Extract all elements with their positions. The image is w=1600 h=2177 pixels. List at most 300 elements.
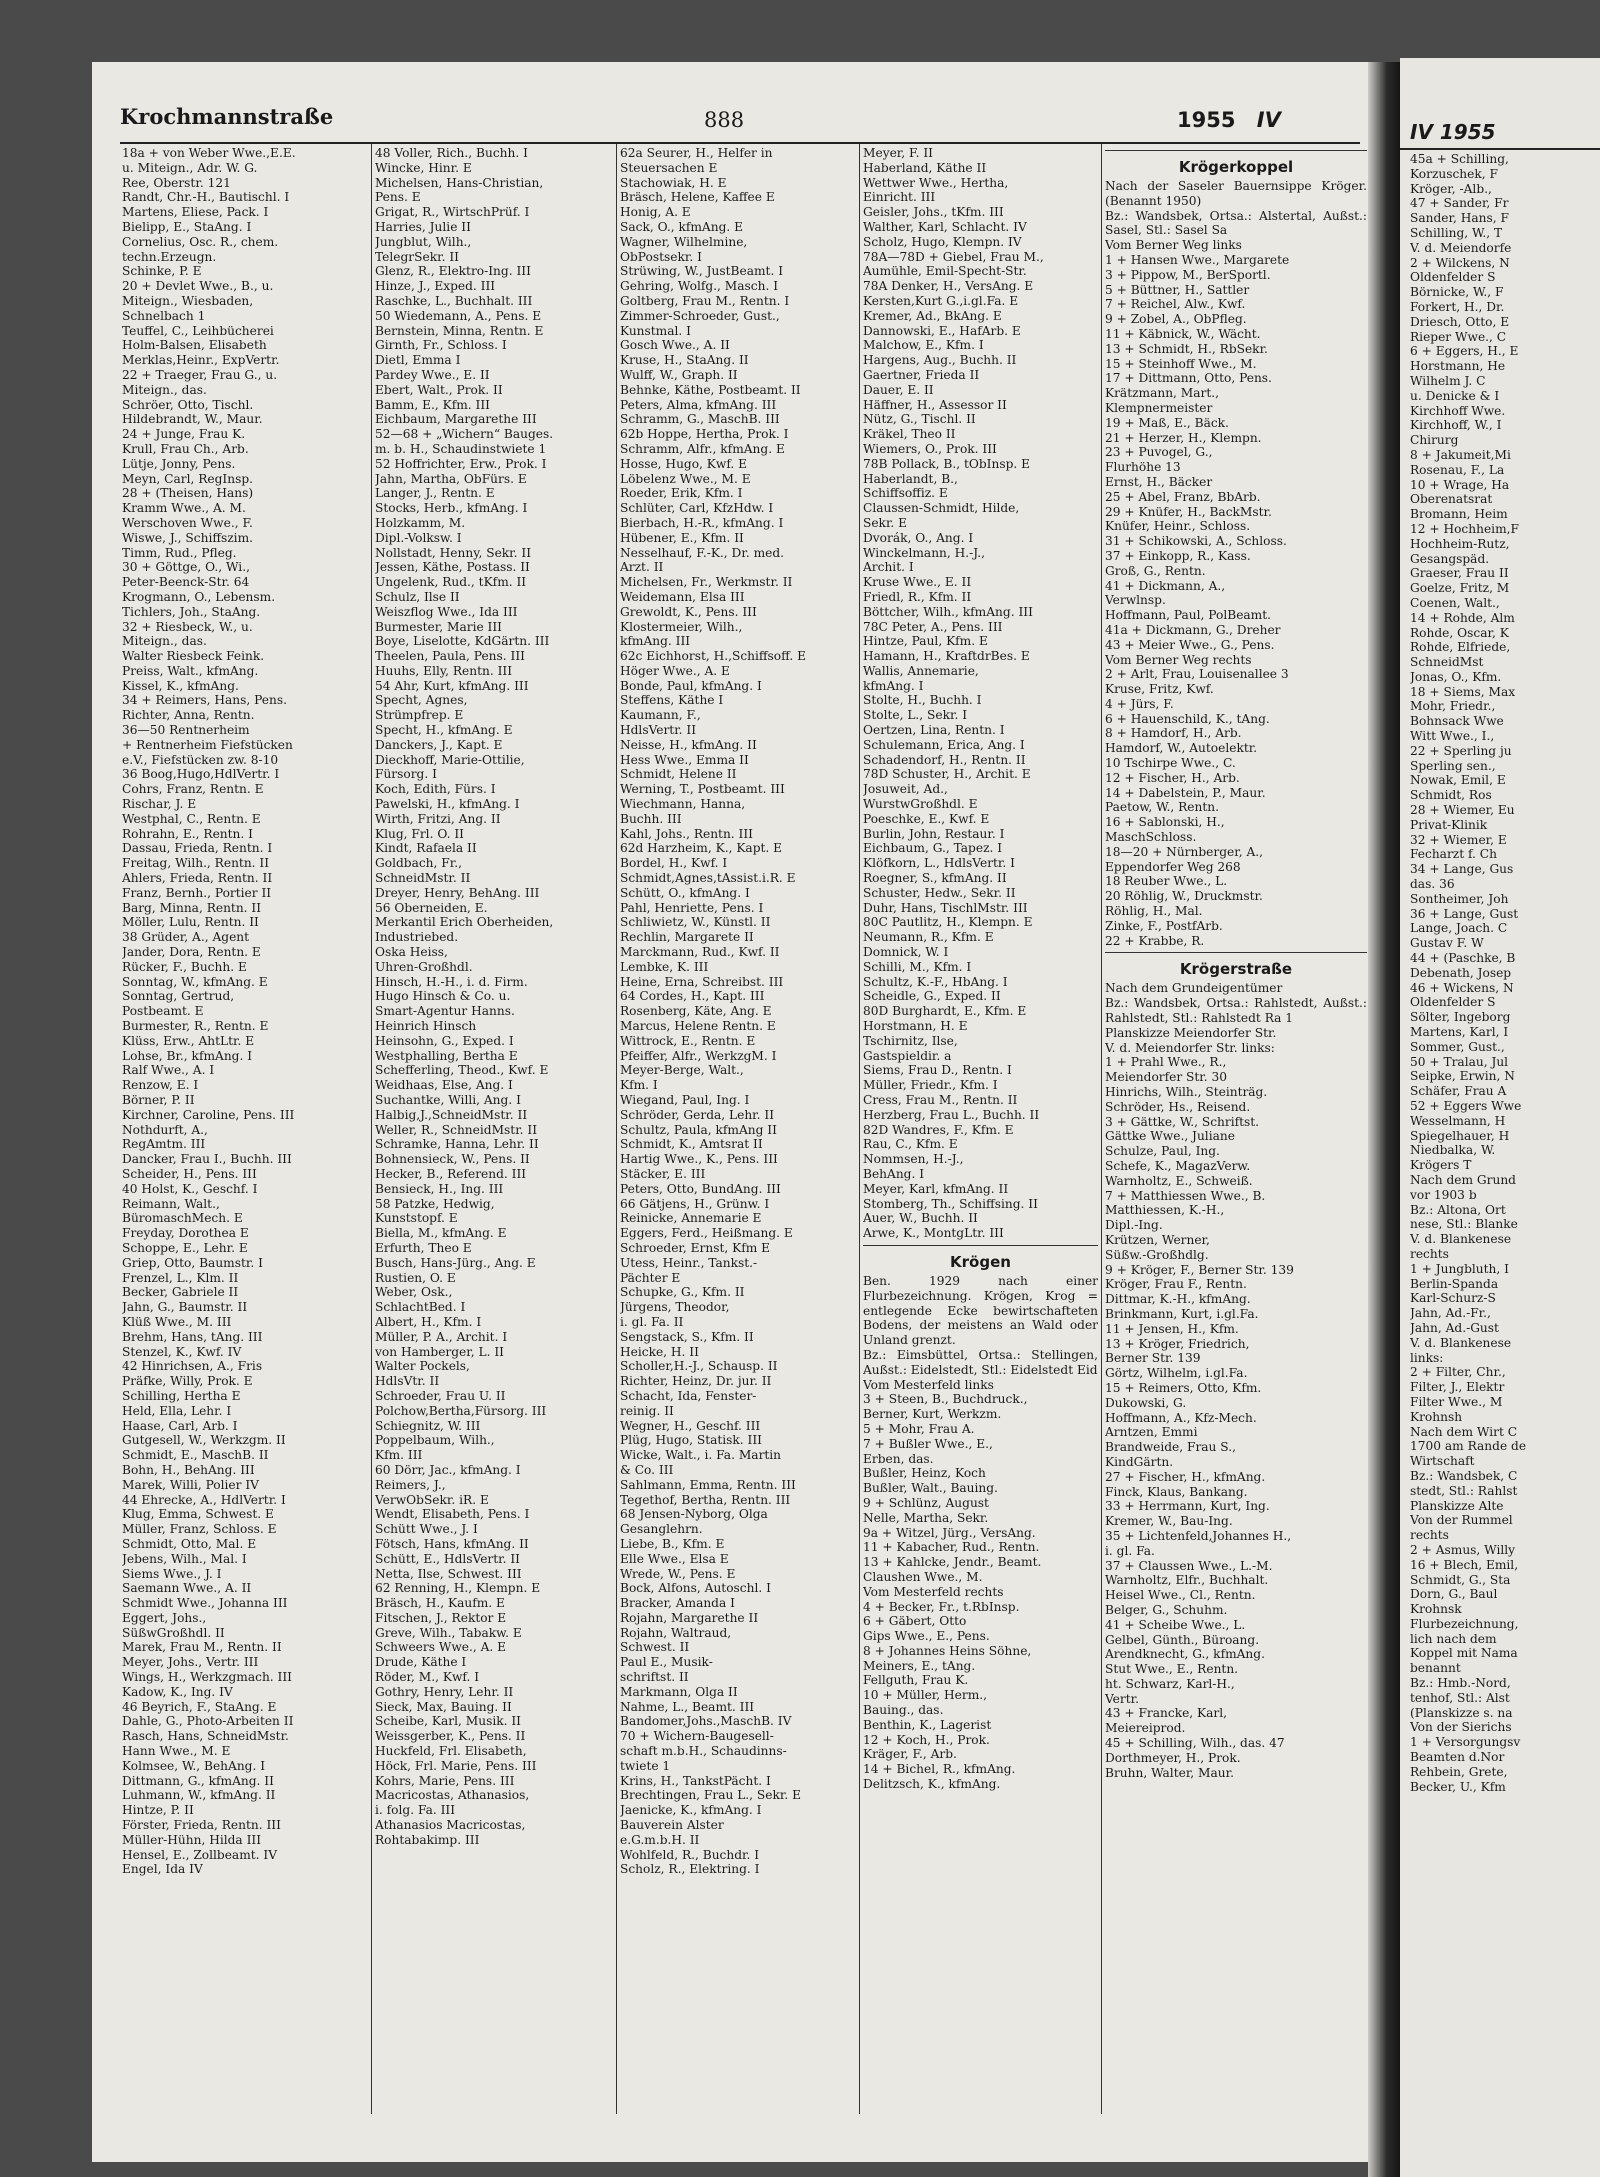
directory-entry: Bohn, H., BehAng. III <box>122 1462 255 1477</box>
directory-entry: Jahn, G., Baumstr. II <box>122 1300 248 1315</box>
directory-entry: Wiswe, J., Schiffszim. <box>122 530 254 545</box>
directory-entry: Westphalling, Bertha E <box>375 1048 518 1063</box>
directory-entry: Rischar, J. E <box>122 797 197 812</box>
directory-entry: 33 + Herrmann, Kurt, Ing. <box>1105 1499 1270 1514</box>
directory-entry: Eichbaum, G., Tapez. I <box>863 841 1003 856</box>
directory-entry: Schupke, G., Kfm. II <box>620 1285 745 1300</box>
directory-entry: Scholz, Hugo, Klempn. IV <box>863 234 1022 249</box>
directory-entry: Halbig,J.,SchneidMstr. II <box>375 1107 528 1122</box>
directory-entry: Ahlers, Frieda, Rentn. II <box>122 871 273 886</box>
directory-entry: 18 Reuber Wwe., L. <box>1105 874 1228 889</box>
directory-entry: Teuffel, C., Leihbücherei <box>122 323 274 338</box>
directory-entry: Kräger, F., Arb. <box>863 1747 957 1762</box>
directory-entry: Scheidle, G., Exped. II <box>863 989 1001 1004</box>
directory-entry: Wiechmann, Hanna, <box>620 797 746 812</box>
directory-entry: Schröer, Otto, Tischl. <box>122 397 254 412</box>
directory-entry: 2 + Asmus, Willy <box>1410 1542 1516 1557</box>
directory-entry: Domnick, W. I <box>863 945 949 960</box>
directory-entry: Wilhelm J. C <box>1410 373 1486 388</box>
directory-entry: Kramm Wwe., A. M. <box>122 501 246 516</box>
directory-entry: Auer, W., Buchh. II <box>863 1211 978 1226</box>
directory-entry: 2 + Filter, Chr., <box>1410 1365 1506 1380</box>
directory-entry: Scholler,H.-J., Schausp. II <box>620 1359 778 1374</box>
directory-entry: Chirurg <box>1410 433 1459 448</box>
directory-entry: Knüfer, Heinr., Schloss. <box>1105 519 1251 534</box>
directory-entry: Becker, Gabriele II <box>122 1285 239 1300</box>
directory-entry: Marcus, Helene Rentn. E <box>620 1019 776 1034</box>
directory-entry: Schweers Wwe., A. E <box>375 1640 507 1655</box>
directory-entry: Bauverein Alster <box>620 1818 724 1833</box>
directory-entry: Reimers, J., <box>375 1477 446 1492</box>
directory-entry: Held, Ella, Lehr. I <box>122 1403 232 1418</box>
directory-entry: 58 Patzke, Hedwig, <box>375 1196 495 1211</box>
directory-entry: Kolmsee, W., BehAng. I <box>122 1758 266 1773</box>
directory-entry: Polchow,Bertha,Fürsorg. III <box>375 1403 547 1418</box>
directory-entry: Michelsen, Fr., Werkmstr. II <box>620 575 793 590</box>
directory-entry: Sontheimer, Joh <box>1410 891 1509 906</box>
directory-entry: Sonntag, Gertrud, <box>122 989 235 1004</box>
directory-entry: Arntzen, Emmi <box>1105 1425 1198 1440</box>
directory-entry: V. d. Blankenese <box>1410 1335 1512 1350</box>
directory-entry: Hintze, P. II <box>122 1803 194 1818</box>
directory-entry: Hildebrandt, W., Maur. <box>122 412 263 427</box>
directory-entry: Sengstack, S., Kfm. II <box>620 1329 754 1344</box>
directory-entry: Gesanglehrn. <box>620 1522 703 1537</box>
right-page-header: IV 1955 <box>1410 120 1496 144</box>
directory-entry: Spiegelhauer, H <box>1410 1128 1510 1143</box>
directory-entry: 20 + Devlet Wwe., B., u. <box>122 279 274 294</box>
directory-entry: Luhmann, W., kfmAng. II <box>122 1788 276 1803</box>
directory-entry: 68 Jensen-Nyborg, Olga <box>620 1507 768 1522</box>
directory-entry: 48 Voller, Rich., Buchh. I <box>375 146 528 160</box>
directory-entry: Freitag, Wilh., Rentn. II <box>122 856 270 871</box>
directory-entry: 54 Ahr, Kurt, kfmAng. III <box>375 678 529 693</box>
directory-entry: Kaumann, F., <box>620 708 701 723</box>
directory-entry: Gastspieldir. a <box>863 1048 952 1063</box>
right-header-rule <box>1400 148 1600 150</box>
directory-entry: Krins, H., TankstPächt. I <box>620 1773 771 1788</box>
directory-entry: Rosenau, F., La <box>1410 462 1505 477</box>
directory-entry: Rücker, F., Buchh. E <box>122 959 247 974</box>
right-page-column <box>1410 152 1598 2122</box>
directory-entry: Schmidt, G., Sta <box>1410 1572 1511 1587</box>
directory-entry: Renzow, E. I <box>122 1078 199 1093</box>
directory-entry: Scholz, R., Elektring. I <box>620 1862 760 1877</box>
directory-entry: Heicke, H. II <box>620 1344 699 1359</box>
directory-entry: Dittmann, G., kfmAng. II <box>122 1773 274 1788</box>
directory-entry: rechts <box>1410 1246 1449 1261</box>
directory-entry: Lohse, Br., kfmAng. I <box>122 1048 253 1063</box>
directory-entry: Rosenberg, Käte, Ang. E <box>620 1004 772 1019</box>
directory-entry: Schramm, G., MaschB. III <box>620 412 780 427</box>
directory-entry: Kremer, Ad., BkAng. E <box>863 308 1002 323</box>
directory-entry: Klostermeier, Wilh., <box>620 619 743 634</box>
directory-entry: 44 Ehrecke, A., HdlVertr. I <box>122 1492 286 1507</box>
directory-entry: Holm-Balsen, Elisabeth <box>122 338 267 353</box>
directory-entry: Jebens, Wilh., Mal. I <box>122 1551 247 1566</box>
directory-entry: Nothdurft, A., <box>122 1122 208 1137</box>
directory-entry: Harries, Julie II <box>375 219 471 234</box>
directory-entry: Wendt, Elisabeth, Pens. I <box>375 1507 530 1522</box>
directory-entry: Bräsch, H., Kaufm. E <box>375 1596 505 1611</box>
directory-entry: u. Denicke & I <box>1410 388 1500 403</box>
directory-entry: Saemann Wwe., A. II <box>122 1581 252 1596</box>
directory-entry: Rohtabakimp. III <box>375 1832 480 1847</box>
directory-entry: Neumann, R., Kfm. E <box>863 930 994 945</box>
directory-entry: Liebe, B., Kfm. E <box>620 1536 725 1551</box>
directory-entry: Schulze, Paul, Ing. <box>1105 1144 1220 1159</box>
directory-entry: Martens, Karl, I <box>1410 1025 1509 1040</box>
directory-entry: 62b Hoppe, Hertha, Prok. I <box>620 427 789 442</box>
directory-entry: Cohrs, Franz, Rentn. E <box>122 782 264 797</box>
direction-heading: Vom Berner Weg links <box>1105 238 1242 253</box>
directory-entry: Wirtschaft <box>1410 1454 1475 1469</box>
directory-entry: 14 + Rohde, Alm <box>1410 610 1515 625</box>
directory-entry: ObPostsekr. I <box>620 249 702 264</box>
directory-entry: Schliwietz, W., Künstl. II <box>620 915 771 930</box>
directory-entry: Löbelenz Wwe., M. E <box>620 471 751 486</box>
directory-entry: 22 + Traeger, Frau G., u. <box>122 367 278 382</box>
directory-entry: BüromaschMech. E <box>122 1211 243 1226</box>
directory-entry: Krätzmann, Mart., <box>1105 386 1220 401</box>
directory-entry: Meyer, Johs., Vertr. III <box>122 1655 259 1670</box>
directory-entry: Strümpfrep. E <box>375 708 464 723</box>
directory-entry: & Co. III <box>620 1462 674 1477</box>
directory-entry: Arwe, K., MontgLtr. III <box>863 1226 1004 1241</box>
directory-entry: Westphal, C., Rentn. E <box>122 811 261 826</box>
directory-entry: Korzuschek, F <box>1410 166 1498 181</box>
directory-entry: Kunstmal. I <box>620 323 691 338</box>
directory-entry: Bielipp, E., StaAng. I <box>122 219 252 234</box>
directory-entry: HdlsVertr. II <box>620 723 697 738</box>
directory-entry: Schmidt, E., MaschB. II <box>122 1448 269 1463</box>
column-divider-4 <box>1101 144 1102 2114</box>
directory-entry: Freyday, Dorothea E <box>122 1226 249 1241</box>
directory-entry: Stenzel, K., Kwf. IV <box>122 1344 242 1359</box>
street-description: Nach dem Grundeigentümer <box>1105 981 1283 996</box>
directory-entry: Flurhöhe 13 <box>1105 460 1181 475</box>
directory-entry: Kröger, -Alb., <box>1410 181 1492 196</box>
directory-entry: Müller, Franz, Schloss. E <box>122 1522 277 1537</box>
directory-entry: Krützen, Werner, <box>1105 1232 1210 1247</box>
directory-entry: Archit. I <box>863 560 914 575</box>
directory-entry: Greve, Wilh., Tabakw. E <box>375 1625 522 1640</box>
directory-entry: Krogmann, O., Lebensm. <box>122 589 276 604</box>
directory-entry: Klüß Wwe., M. III <box>122 1314 232 1329</box>
directory-entry: Heinsohn, G., Exped. I <box>375 1033 514 1048</box>
directory-entry: Hintze, Paul, Kfm. E <box>863 634 988 649</box>
directory-entry: Tschirnitz, Ilse, <box>863 1033 958 1048</box>
directory-entry: 9 + Kröger, F., Berner Str. 139 <box>1105 1262 1294 1277</box>
directory-entry: Börnicke, W., F <box>1410 285 1504 300</box>
directory-entry: Sommer, Gust., <box>1410 1039 1505 1054</box>
directory-entry: Hübener, E., Kfm. II <box>620 530 744 545</box>
directory-entry: Bohnensieck, W., Pens. II <box>375 1152 530 1167</box>
directory-entry: rechts <box>1410 1528 1449 1543</box>
directory-entry: Wincke, Hinr. E <box>375 160 472 175</box>
directory-entry: Merklas,Heinr., ExpVertr. <box>122 353 280 368</box>
directory-entry: 78A—78D + Giebel, Frau M., <box>863 249 1044 264</box>
directory-entry: Schiffsoffiz. E <box>863 486 948 501</box>
directory-entry: 36—50 Rentnerheim <box>122 723 250 738</box>
directory-entry: i. gl. Fa. II <box>620 1314 684 1329</box>
directory-entry: Filter, J., Elektr <box>1410 1380 1505 1395</box>
directory-entry: Wettwer Wwe., Hertha, <box>863 175 1009 190</box>
directory-entry: 11 + Käbnick, W., Wächt. <box>1105 326 1261 341</box>
directory-entry: 12 + Koch, H., Prok. <box>863 1732 990 1747</box>
directory-entry: Goldbach, Fr., <box>375 856 462 871</box>
directory-entry: 12 + Hochheim,F <box>1410 521 1519 536</box>
directory-entry: 29 + Knüfer, H., BackMstr. <box>1105 504 1272 519</box>
directory-entry: Arendknecht, G., kfmAng. <box>1105 1647 1265 1662</box>
street-section-title: Krögerstraße <box>1179 960 1293 979</box>
directory-entry: Stolte, H., Buchh. I <box>863 693 982 708</box>
directory-entry: Bußler, Walt., Bauing. <box>863 1481 998 1496</box>
directory-entry: Bracker, Amanda I <box>620 1596 735 1611</box>
directory-entry: Roegner, S., kfmAng. II <box>863 871 1007 886</box>
directory-entry: Haberland, Käthe II <box>863 160 987 175</box>
directory-entry: Wiegand, Paul, Ing. I <box>620 1093 750 1107</box>
directory-entry: Jonas, O., Kfm. <box>1410 669 1502 684</box>
directory-entry: Klüss, Erw., AhtLtr. E <box>122 1033 255 1048</box>
directory-entry: vor 1903 b <box>1410 1187 1477 1202</box>
directory-entry: Vertr. <box>1105 1691 1139 1706</box>
directory-entry: Wicke, Walt., i. Fa. Martin <box>620 1448 782 1463</box>
directory-entry: 20 Röhlig, W., Druckmstr. <box>1105 889 1263 904</box>
directory-entry: Jaenicke, K., kfmAng. I <box>620 1803 762 1818</box>
header-rule <box>120 142 1360 144</box>
directory-entry: Rechlin, Margarete II <box>620 930 754 945</box>
directory-entry: Dorn, G., Baul <box>1410 1587 1498 1602</box>
directory-entry: Flurbezeichnung, <box>1410 1616 1519 1631</box>
directory-entry: 3 + Pippow, M., BerSportl. <box>1105 267 1271 282</box>
directory-entry: 62c Eichhorst, H.,Schiffsoff. E <box>620 649 807 664</box>
directory-entry: Siems, Frau D., Rentn. I <box>863 1063 1012 1078</box>
directory-entry: Ralf Wwe., A. I <box>122 1063 215 1078</box>
directory-page-right <box>1400 58 1600 2177</box>
directory-entry: Kissel, K., kfmAng. <box>122 678 239 693</box>
directory-entry: 12 + Fischer, H., Arb. <box>1105 770 1240 785</box>
directory-entry: Dahle, G., Photo-Arbeiten II <box>122 1714 294 1729</box>
street-district-info: Bz.: Wandsbek, Ortsa.: Alstertal, Außst.: Sasel, Stl.: Sasel Sa <box>1105 208 1367 238</box>
directory-entry: 62d Harzheim, K., Kapt. E <box>620 841 783 856</box>
directory-entry: Schacht, Ida, Fenster- <box>620 1388 757 1403</box>
directory-entry: 43 + Meier Wwe., G., Pens. <box>1105 637 1275 652</box>
directory-entry: TelegrSekr. II <box>375 249 459 264</box>
directory-entry: Kahl, Johs., Rentn. III <box>620 826 753 841</box>
directory-entry: Lütje, Jonny, Pens. <box>122 456 236 471</box>
directory-entry: Eppendorfer Weg 268 <box>1105 859 1241 874</box>
directory-entry: 40 Holst, K., Geschf. I <box>122 1181 258 1196</box>
directory-entry: Gättke Wwe., Juliane <box>1105 1129 1235 1144</box>
section-rule <box>1105 952 1367 953</box>
directory-entry: schriftst. II <box>620 1670 689 1685</box>
directory-entry: Schultz, K.-F., HbAng. I <box>863 974 1008 989</box>
directory-entry: Koppel mit Nama <box>1410 1646 1518 1661</box>
directory-entry: 11 + Jensen, H., Kfm. <box>1105 1321 1239 1336</box>
directory-entry: Lange, Joach. C <box>1410 921 1508 936</box>
directory-entry: 4 + Becker, Fr., t.RbInsp. <box>863 1599 1020 1614</box>
directory-entry: 7 + Matthiessen Wwe., B. <box>1105 1188 1266 1203</box>
directory-entry: Peter-Beenck-Str. 64 <box>122 575 250 590</box>
directory-entry: Schmidt,Agnes,tAssist.i.R. E <box>620 871 796 886</box>
directory-entry: Karl-Schurz-S <box>1410 1291 1496 1306</box>
directory-entry: Aumühle, Emil-Specht-Str. <box>863 264 1027 279</box>
directory-entry: Hugo Hinsch & Co. u. <box>375 989 511 1004</box>
directory-entry: Franz, Bernh., Portier II <box>122 885 272 900</box>
directory-entry: 15 + Steinhoff Wwe., M. <box>1105 356 1257 371</box>
directory-entry: WurstwGroßhdl. E <box>863 797 978 812</box>
directory-entry: 32 + Wiemer, E <box>1410 832 1507 847</box>
directory-entry: Friedl, R., Kfm. II <box>863 589 972 604</box>
directory-entry: 1700 am Rande de <box>1410 1439 1527 1454</box>
directory-entry: Witt Wwe., I., <box>1410 729 1495 744</box>
directory-entry: Kirchhoff Wwe. <box>1410 403 1506 418</box>
directory-entry: Haase, Carl, Arb. I <box>122 1418 238 1433</box>
directory-entry: Kruse Wwe., E. II <box>863 575 972 590</box>
directory-entry: Hess Wwe., Emma II <box>620 752 749 767</box>
directory-entry: Berner, Kurt, Werkzm. <box>863 1407 1002 1422</box>
directory-entry: Huckfeld, Frl. Elisabeth, <box>375 1744 527 1759</box>
directory-entry: Eggert, Johs., <box>122 1610 207 1625</box>
directory-entry: Sperling sen., <box>1410 758 1496 773</box>
directory-entry: 28 + (Theisen, Hans) <box>122 486 254 501</box>
directory-entry: Becker, U., Kfm <box>1410 1779 1506 1794</box>
directory-entry: 62 Renning, H., Klempn. E <box>375 1581 541 1596</box>
directory-entry: u. Miteign., Adr. W. G. <box>122 160 258 175</box>
directory-entry: Coenen, Walt., <box>1410 595 1500 610</box>
directory-entry: Rohde, Elfriede, <box>1410 640 1511 655</box>
directory-entry: Burmester, R., Rentn. E <box>122 1019 269 1034</box>
directory-entry: Rojahn, Waltraud, <box>620 1625 732 1640</box>
directory-entry: 14 + Bichel, R., kfmAng. <box>863 1762 1016 1777</box>
directory-entry: Siems Wwe., J. I <box>122 1566 222 1581</box>
directory-entry: Steuersachen E <box>620 160 718 175</box>
directory-entry: 62a Seurer, H., Helfer in <box>620 146 773 160</box>
directory-entry: HdlsVtr. II <box>375 1374 440 1389</box>
directory-entry: Müller-Hühn, Hilda III <box>122 1832 262 1847</box>
directory-entry: Griep, Otto, Baumstr. I <box>122 1255 263 1270</box>
directory-entry: Wesselmann, H <box>1410 1113 1506 1128</box>
directory-entry: Schütt Wwe., J. I <box>375 1522 478 1537</box>
directory-entry: Möller, Lulu, Rentn. II <box>122 915 259 930</box>
directory-entry: Oldenfelder S <box>1410 995 1496 1010</box>
book-spine-shadow <box>1368 62 1402 2177</box>
directory-entry: SchneidMst <box>1410 655 1484 670</box>
directory-entry: Burmester, Marie III <box>375 619 502 634</box>
directory-entry: 8 + Hamdorf, H., Arb. <box>1105 726 1242 741</box>
directory-entry: Geisler, Johs., tKfm. III <box>863 205 1004 220</box>
directory-entry: Gesangspäd. <box>1410 551 1490 566</box>
directory-entry: (Planskizze s. na <box>1410 1705 1513 1720</box>
directory-entry: Stut Wwe., E., Rentn. <box>1105 1662 1239 1677</box>
directory-entry: Meiereiprod. <box>1105 1721 1186 1736</box>
directory-entry: Schultz, Paula, kfmAng II <box>620 1122 777 1137</box>
directory-entry: Sahlmann, Emma, Rentn. III <box>620 1477 796 1492</box>
directory-entry: Gustav F. W <box>1410 936 1484 951</box>
directory-entry: Kräkel, Theo II <box>863 427 956 442</box>
directory-entry: Nommsen, H.-J., <box>863 1152 964 1167</box>
directory-entry: 44 + (Paschke, B <box>1410 951 1516 966</box>
directory-entry: Dipl.-Ing. <box>1105 1218 1163 1233</box>
directory-entry: Sonntag, W., kfmAng. E <box>122 974 268 989</box>
directory-entry: Nollstadt, Henny, Sekr. II <box>375 545 532 560</box>
directory-entry: Goelze, Fritz, M <box>1410 581 1510 596</box>
directory-entry: Klöfkorn, L., HdlsVertr. I <box>863 856 1015 871</box>
directory-entry: Barg, Minna, Rentn. II <box>122 900 262 915</box>
directory-entry: Theelen, Paula, Pens. III <box>375 649 525 664</box>
directory-entry: Kindt, Rafaela II <box>375 841 477 856</box>
directory-entry: RegAmtm. III <box>122 1137 206 1152</box>
directory-entry: Lembke, K. III <box>620 959 709 974</box>
directory-entry: Bonde, Paul, kfmAng. I <box>620 678 762 693</box>
directory-entry: Sekr. E <box>863 515 908 530</box>
directory-entry: Marek, Frau M., Rentn. II <box>122 1640 282 1655</box>
directory-entry: Weissgerber, K., Pens. II <box>375 1729 526 1744</box>
directory-entry: Elle Wwe., Elsa E <box>620 1551 729 1566</box>
directory-entry: 27 + Fischer, H., kfmAng. <box>1105 1469 1266 1484</box>
directory-entry: Sölter, Ingeborg <box>1410 1010 1511 1025</box>
directory-entry: Wohlfeld, R., Buchdr. I <box>620 1847 760 1862</box>
directory-entry: 19 + Maß, E., Bäck. <box>1105 415 1229 430</box>
directory-entry: Ebert, Walt., Prok. II <box>375 382 503 397</box>
directory-entry: Nowak, Emil, E <box>1410 773 1506 788</box>
directory-entry: Gutgesell, W., Werkzgm. II <box>122 1433 286 1448</box>
directory-entry: Mohr, Friedr., <box>1410 699 1496 714</box>
directory-entry: Wallis, Annemarie, <box>863 663 979 678</box>
directory-entry: Schiegnitz, W. III <box>375 1418 481 1433</box>
directory-entry: Schulemann, Erica, Ang. I <box>863 737 1025 752</box>
directory-entry: Oertzen, Lina, Rentn. I <box>863 723 1005 738</box>
directory-entry: Bromann, Heim <box>1410 507 1508 522</box>
directory-entry: Oska Heiss, <box>375 945 448 960</box>
directory-entry: Kfm. III <box>375 1448 423 1463</box>
directory-entry: Hecker, B., Referend. III <box>375 1166 527 1181</box>
directory-entry: Poppelbaum, Wilh., <box>375 1433 495 1448</box>
directory-entry: Duhr, Hans, TischlMstr. III <box>863 900 1028 915</box>
directory-entry: Wulff, W., Graph. II <box>620 367 738 382</box>
directory-entry: Rustien, O. E <box>375 1270 456 1285</box>
directory-entry: Cress, Frau M., Rentn. II <box>863 1093 1018 1107</box>
directory-entry: Dreyer, Henry, BehAng. III <box>375 885 540 900</box>
directory-entry: Albert, H., Kfm. I <box>375 1314 482 1329</box>
directory-entry: 35 + Lichtenfeld,Johannes H., <box>1105 1528 1292 1543</box>
directory-entry: Jahn, Martha, ObFürs. E <box>375 471 527 486</box>
directory-entry: 82D Wandres, F., Kfm. E <box>863 1122 1014 1137</box>
directory-entry: 13 + Kahlcke, Jendr., Beamt. <box>863 1555 1042 1570</box>
directory-entry: 36 + Lange, Gust <box>1410 906 1519 921</box>
directory-entry: SchlachtBed. I <box>375 1300 466 1315</box>
directory-entry: 6 + Eggers, H., E <box>1410 344 1519 359</box>
directory-entry: Höck, Frl. Marie, Pens. III <box>375 1758 537 1773</box>
directory-entry: Bordel, H., Kwf. I <box>620 856 728 871</box>
directory-entry: Gaertner, Frieda II <box>863 367 980 382</box>
directory-entry: Bruhn, Walter, Maur. <box>1105 1765 1235 1780</box>
directory-entry: Görtz, Wilhelm, i.gl.Fa. <box>1105 1366 1248 1381</box>
directory-entry: Finck, Klaus, Bankang. <box>1105 1484 1248 1499</box>
directory-entry: Claushen Wwe., M. <box>863 1569 983 1584</box>
directory-entry: V. d. Meiendorfe <box>1410 240 1512 255</box>
directory-entry: BehAng. I <box>863 1166 925 1181</box>
directory-entry: Grigat, R., WirtschPrüf. I <box>375 205 530 220</box>
directory-entry: Von der Rummel <box>1410 1513 1513 1528</box>
directory-entry: Preiss, Walt., kfmAng. <box>122 663 259 678</box>
directory-entry: 43 + Francke, Karl, <box>1105 1706 1228 1721</box>
directory-entry: Heinrich Hinsch <box>375 1019 477 1034</box>
directory-entry: Krohnsh <box>1410 1409 1463 1424</box>
directory-entry: Tichlers, Joh., StaAng. <box>122 604 261 619</box>
directory-entry: 2 + Wilckens, N <box>1410 255 1510 270</box>
